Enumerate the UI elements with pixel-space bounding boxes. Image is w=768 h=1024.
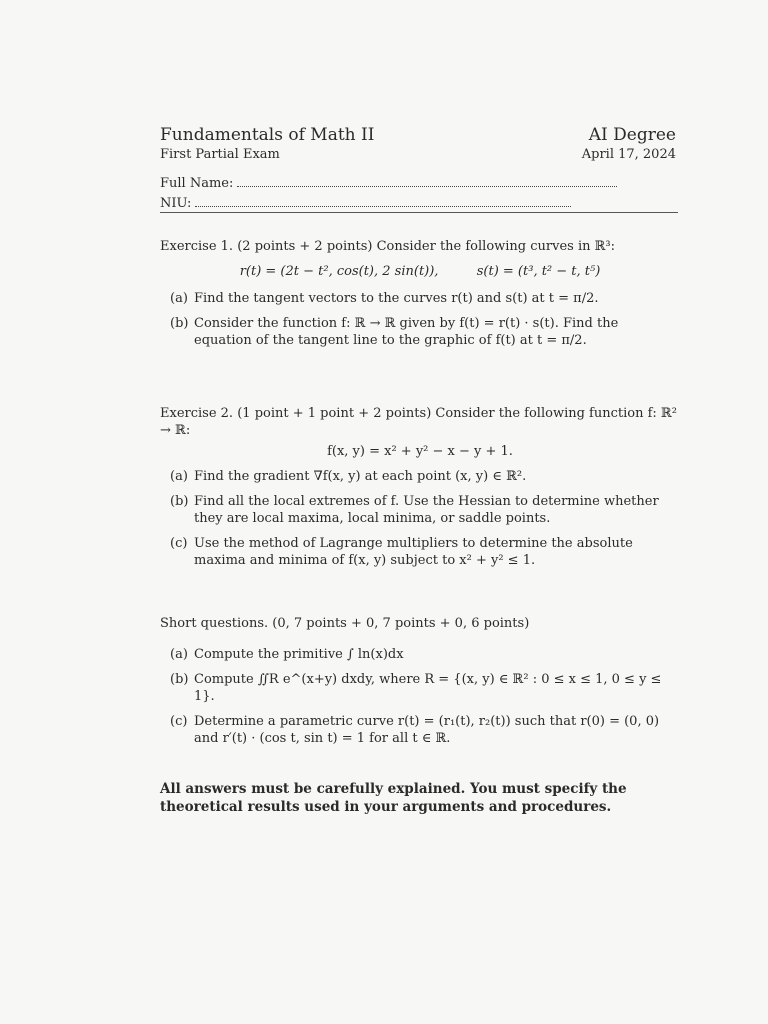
- exercise-2-item-a: [160, 468, 680, 485]
- item-label: (a): [170, 647, 188, 662]
- item-text: Compute ∬R e^(x+y) dxdy, where R = {(x, y) ∈ ℝ² : 0 ≤ x ≤ 1, 0 ≤ y ≤ 1}.: [194, 672, 662, 704]
- exam-title: First Partial Exam: [160, 147, 280, 162]
- exercise-1-title: Exercise 1.: [160, 239, 234, 254]
- full-name-label: Full Name:: [160, 176, 234, 191]
- item-text: Find all the local extremes of f. Use the Hessian to determine whether they are local maxima, local minima, or saddle points.: [194, 494, 659, 526]
- short-item-c: [160, 713, 680, 747]
- item-text: Find the gradient ∇f(x, y) at each point (x, y) ∈ ℝ².: [194, 469, 527, 484]
- short-questions-heading: [160, 615, 680, 632]
- exercise-2-heading: [160, 405, 680, 439]
- exercise-1-equations: [160, 263, 680, 280]
- exam-date: April 17, 2024: [581, 147, 676, 162]
- item-label: (c): [170, 536, 188, 551]
- short-questions-title: Short questions.: [160, 616, 269, 631]
- niu-blank[interactable]: [195, 196, 571, 207]
- exercise-2-title: Exercise 2.: [160, 406, 234, 421]
- exercise-2-item-c: [160, 535, 680, 569]
- equation-s: s(t) = (t³, t² − t, t⁵): [476, 264, 601, 279]
- exercise-1-item-a: [160, 290, 680, 307]
- header-divider: [160, 212, 678, 213]
- degree-title: AI Degree: [588, 125, 676, 145]
- exercise-1-intro: (2 points + 2 points) Consider the following curves in ℝ³:: [237, 239, 616, 254]
- exercise-1-item-b: [160, 315, 680, 349]
- exercise-2-intro: (1 point + 1 point + 2 points) Consider the following function f: ℝ² → ℝ:: [160, 406, 677, 438]
- equation-r: r(t) = (2t − t², cos(t), 2 sin(t)),: [239, 264, 439, 279]
- niu-row: [160, 196, 680, 216]
- item-text: Consider the function f: ℝ → ℝ given by f(t) = r(t) · s(t). Find the equation of the tangent line to the graphic of f(t) at t = π/2.: [194, 316, 619, 348]
- item-label: (a): [170, 291, 188, 306]
- student-fields: [160, 176, 680, 216]
- short-item-a: [160, 646, 680, 663]
- niu-label: NIU:: [160, 196, 192, 211]
- short-item-b: [160, 671, 680, 705]
- header-left: [160, 125, 374, 163]
- instructions-note: All answers must be carefully explained. You must specify the theoretical results used in your arguments and procedures.: [160, 781, 627, 815]
- exercise-2-equation: f(x, y) = x² + y² − x − y + 1.: [327, 444, 513, 459]
- exercise-2: [160, 405, 680, 569]
- item-text: Use the method of Lagrange multipliers to determine the absolute maxima and minima of f(x, y) subject to x² + y² ≤ 1.: [194, 536, 633, 568]
- header-right: [582, 125, 676, 163]
- course-title: Fundamentals of Math II: [160, 125, 375, 145]
- item-text: Compute the primitive ∫ ln(x)dx: [194, 647, 404, 662]
- item-label: (b): [170, 672, 189, 687]
- full-name-row: [160, 176, 680, 196]
- exercise-2-item-b: [160, 493, 680, 527]
- exercise-1-heading: [160, 238, 680, 255]
- item-text: Find the tangent vectors to the curves r(t) and s(t) at t = π/2.: [194, 291, 599, 306]
- item-text: Determine a parametric curve r(t) = (r₁(t), r₂(t)) such that r(0) = (0, 0) and r′(t) · (cos t, sin t) = 1 for all t ∈ ℝ.: [194, 714, 660, 746]
- short-questions: [160, 615, 680, 747]
- item-label: (c): [170, 714, 188, 729]
- item-label: (a): [170, 469, 188, 484]
- item-label: (b): [170, 494, 189, 509]
- full-name-blank[interactable]: [237, 176, 617, 187]
- short-questions-intro: (0, 7 points + 0, 7 points + 0, 6 points): [272, 616, 530, 631]
- item-label: (b): [170, 316, 189, 331]
- exercise-1: [160, 238, 680, 349]
